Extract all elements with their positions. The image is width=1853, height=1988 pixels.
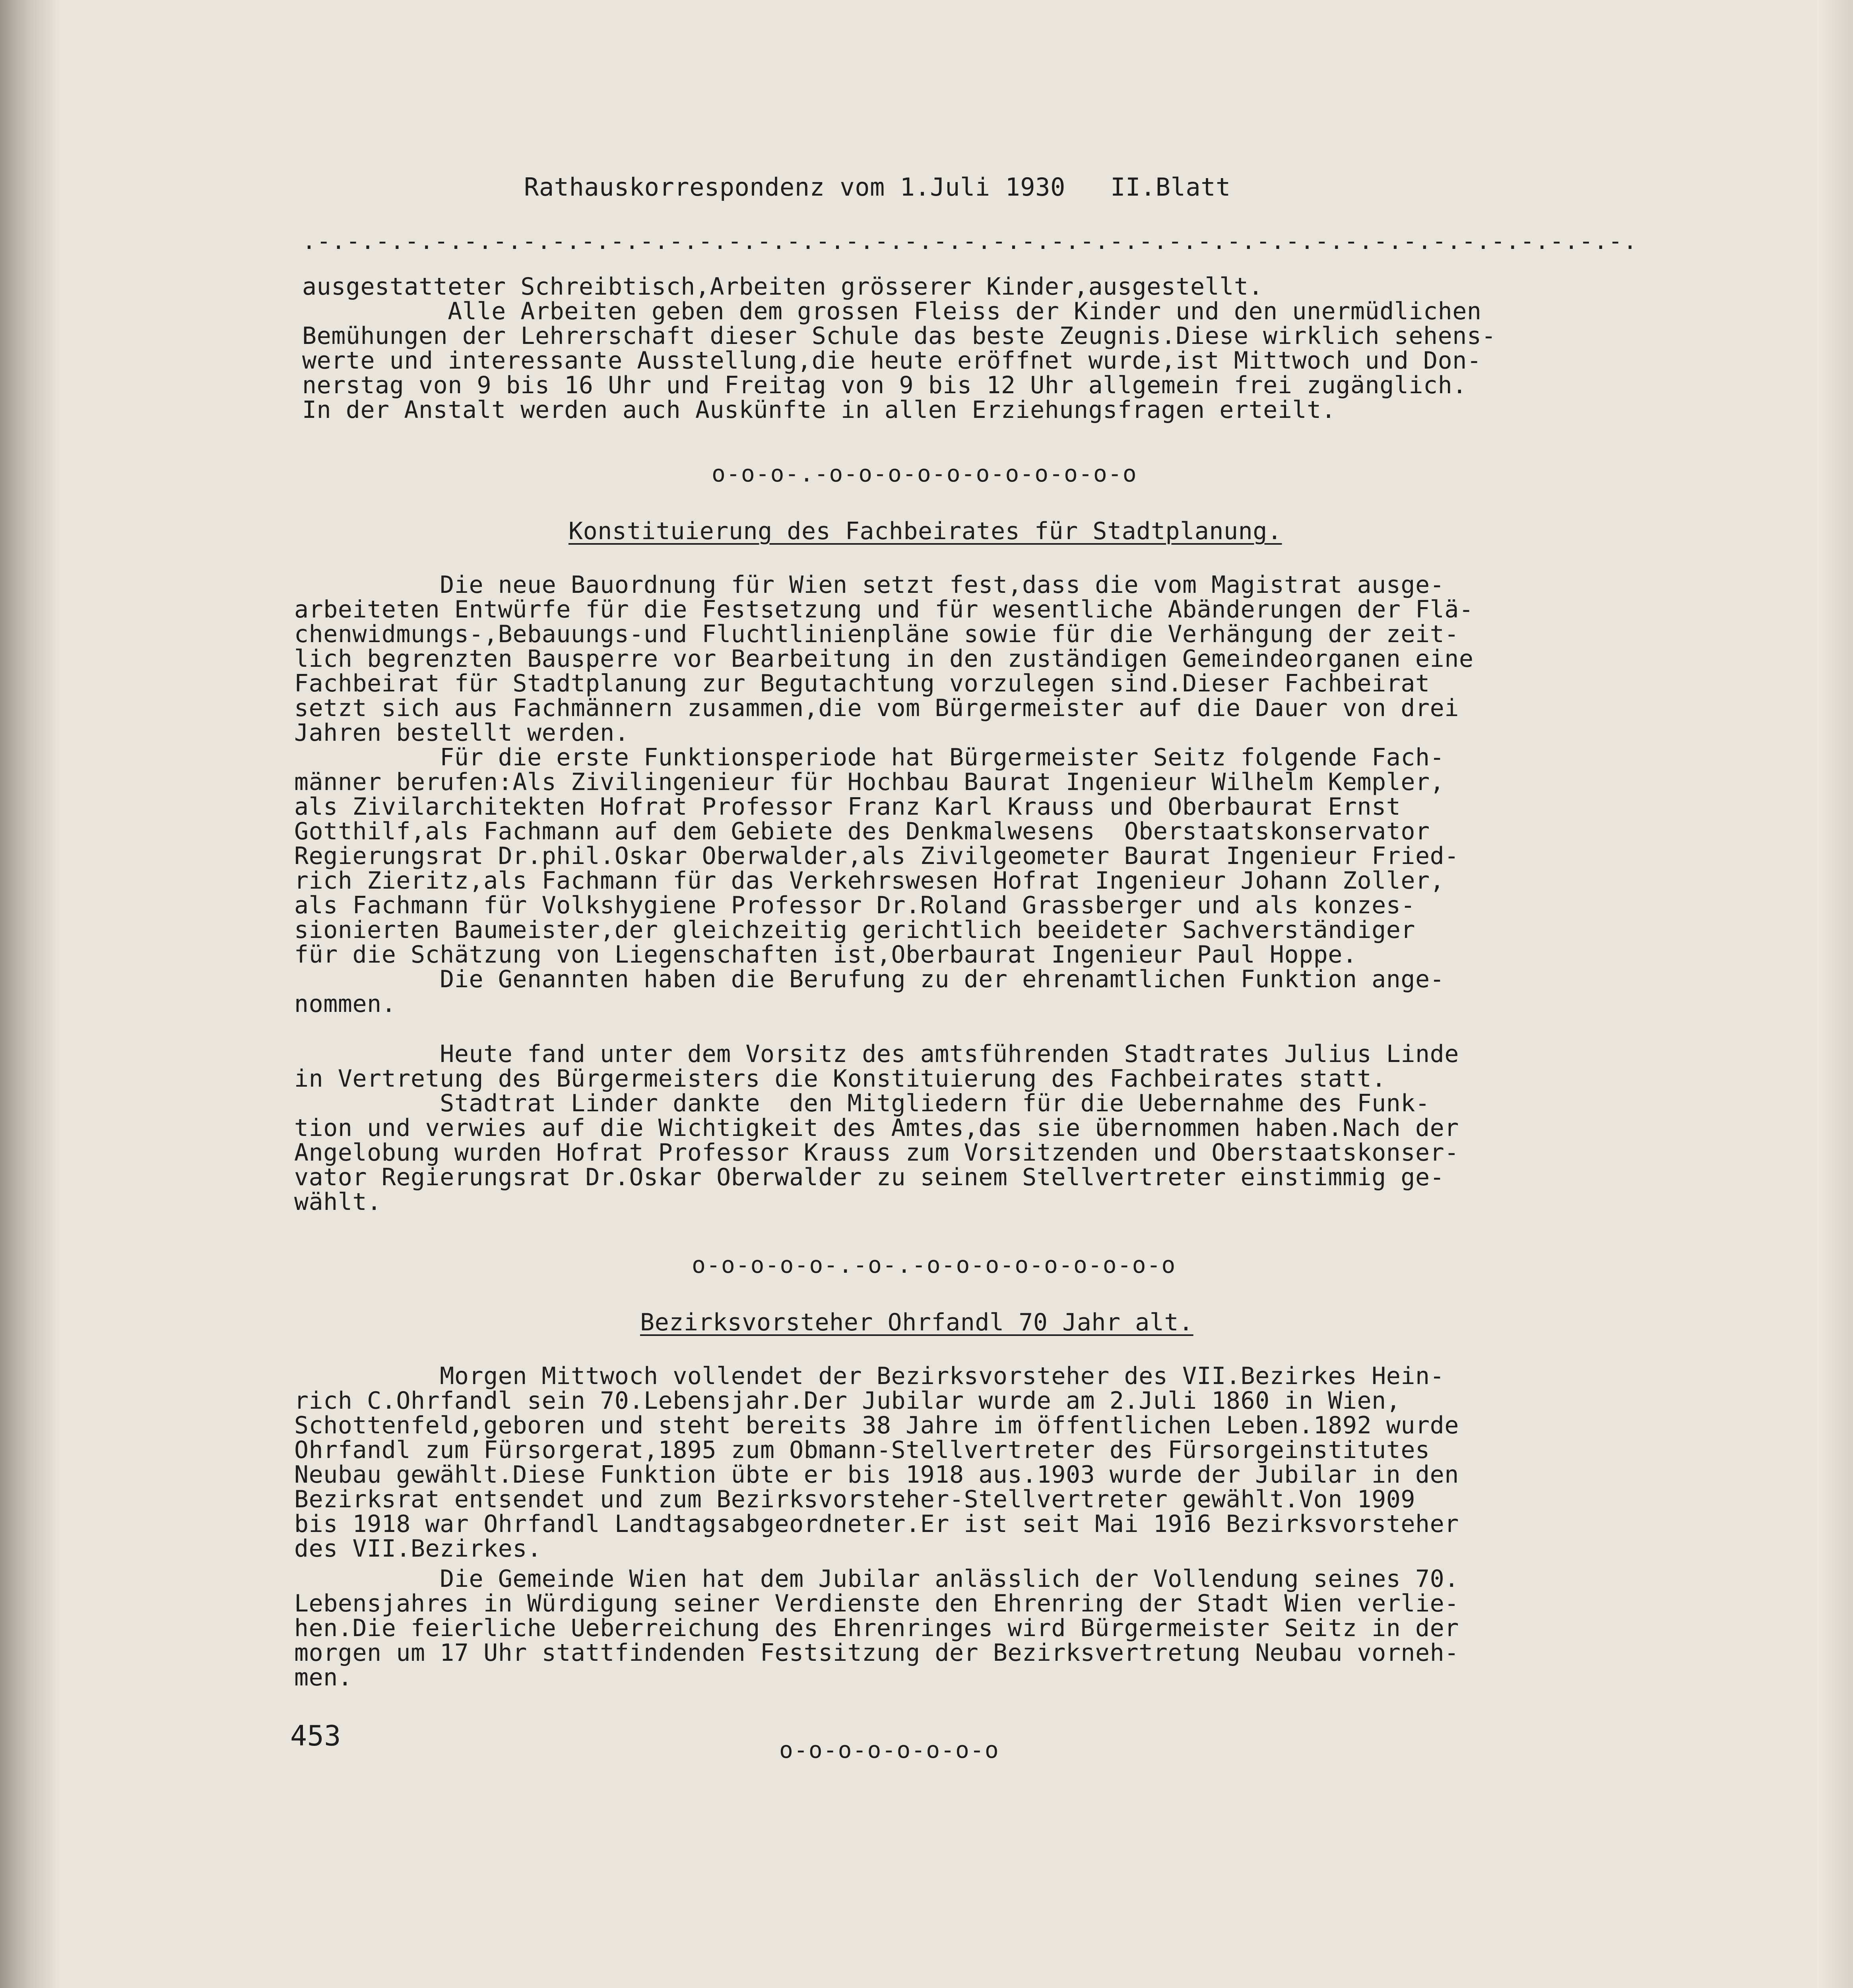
- article-2-line: als Zivilarchitekten Hofrat Professor Franz Karl Krauss und Oberbaurat Ernst: [294, 793, 1401, 821]
- article-3-title: Bezirksvorsteher Ohrfandl 70 Jahr alt.: [640, 1309, 1193, 1336]
- article-3-line: Bezirksrat entsendet und zum Bezirksvorsteher-Stellvertreter gewählt.Von 1909: [294, 1485, 1415, 1513]
- article-2-line: für die Schätzung von Liegenschaften ist,Oberbaurat Ingenieur Paul Hoppe.: [294, 941, 1357, 969]
- article-1-line: Alle Arbeiten geben dem grossen Fleiss der Kinder und den unermüdlichen: [302, 297, 1482, 325]
- page-number: 453: [290, 1720, 341, 1752]
- article-2-line: Regierungsrat Dr.phil.Oskar Oberwalder,als Zivilgeometer Baurat Ingenieur Fried-: [294, 842, 1459, 870]
- article-1-line: ausgestatteter Schreibtisch,Arbeiten grösserer Kinder,ausgestellt.: [302, 273, 1263, 301]
- article-3-line: Die Gemeinde Wien hat dem Jubilar anlässlich der Vollendung seines 70.: [294, 1565, 1459, 1593]
- article-2-line: männer berufen:Als Zivilingenieur für Hochbau Baurat Ingenieur Wilhelm Kempler,: [294, 768, 1445, 796]
- article-1-line: nerstag von 9 bis 16 Uhr und Freitag von 9 bis 12 Uhr allgemein frei zugänglich.: [302, 371, 1467, 399]
- article-2-line: arbeiteten Entwürfe für die Festsetzung und für wesentliche Abänderungen der Flä-: [294, 596, 1474, 623]
- page-header: Rathauskorrespondenz vom 1.Juli 1930 II.Blatt: [524, 173, 1231, 202]
- article-2-line: Gotthilf,als Fachmann auf dem Gebiete des Denkmalwesens Oberstaatskonservator: [294, 817, 1430, 845]
- article-2-title: Konstituierung des Fachbeirates für Stadtplanung.: [569, 517, 1282, 545]
- article-3-line: Ohrfandl zum Fürsorgerat,1895 zum Obmann-Stellvertreter des Fürsorgeinstitutes: [294, 1436, 1430, 1464]
- section-separator: o-o-o-o-o-o-o-o: [779, 1736, 999, 1763]
- section-separator: o-o-o-.-o-o-o-o-o-o-o-o-o-o-o: [712, 460, 1137, 487]
- article-2-line: vator Regierungsrat Dr.Oskar Oberwalder zu seinem Stellvertreter einstimmig ge-: [294, 1163, 1445, 1191]
- article-1-line: In der Anstalt werden auch Auskünfte in allen Erziehungsfragen erteilt.: [302, 396, 1336, 424]
- article-2-line: Fachbeirat für Stadtplanung zur Begutachtung vorzulegen sind.Dieser Fachbeirat: [294, 670, 1430, 697]
- article-2-line: wählt.: [294, 1188, 382, 1216]
- article-2-line: rich Zieritz,als Fachmann für das Verkehrswesen Hofrat Ingenieur Johann Zoller,: [294, 867, 1445, 895]
- article-3-line: Schottenfeld,geboren und steht bereits 38 Jahre im öffentlichen Leben.1892 wurde: [294, 1411, 1459, 1439]
- article-3-line: morgen um 17 Uhr stattfindenden Festsitzung der Bezirksvertretung Neubau vorneh-: [294, 1639, 1459, 1667]
- article-2-line: Heute fand unter dem Vorsitz des amtsführenden Stadtrates Julius Linde: [294, 1040, 1459, 1068]
- article-2-line: sionierten Baumeister,der gleichzeitig gerichtlich beeideter Sachverständiger: [294, 916, 1415, 944]
- article-2-line: Jahren bestellt werden.: [294, 719, 629, 747]
- article-2-line: in Vertretung des Bürgermeisters die Konstituierung des Fachbeirates statt.: [294, 1065, 1386, 1093]
- header-rule: .-.-.-.-.-.-.-.-.-.-.-.-.-.-.-.-.-.-.-.-.-.-.-.-.-.-.-.-.-.-.-.-.-.-.-.-.-.-.-.-.-.-.-.-.-.: [302, 227, 1638, 254]
- article-3-line: men.: [294, 1664, 353, 1691]
- article-2-line: Stadtrat Linder dankte den Mitgliedern für die Uebernahme des Funk-: [294, 1089, 1430, 1117]
- article-2-line: tion und verwies auf die Wichtigkeit des Amtes,das sie übernommen haben.Nach der: [294, 1114, 1459, 1142]
- article-1-line: Bemühungen der Lehrerschaft dieser Schule das beste Zeugnis.Diese wirklich sehens-: [302, 322, 1496, 350]
- article-2-line: Angelobung wurden Hofrat Professor Krauss zum Vorsitzenden und Oberstaatskonser-: [294, 1139, 1459, 1167]
- article-1-line: werte und interessante Ausstellung,die heute eröffnet wurde,ist Mittwoch und Don-: [302, 347, 1482, 375]
- article-2-line: nommen.: [294, 990, 396, 1018]
- article-3-line: rich C.Ohrfandl sein 70.Lebensjahr.Der Jubilar wurde am 2.Juli 1860 in Wien,: [294, 1387, 1401, 1415]
- article-3-line: Neubau gewählt.Diese Funktion übte er bis 1918 aus.1903 wurde der Jubilar in den: [294, 1461, 1459, 1489]
- article-3-line: des VII.Bezirkes.: [294, 1535, 542, 1563]
- article-2-line: chenwidmungs-,Bebauungs-und Fluchtlinienpläne sowie für die Verhängung der zeit-: [294, 620, 1459, 648]
- article-2-line: Die Genannten haben die Berufung zu der ehrenamtlichen Funktion ange-: [294, 965, 1445, 993]
- article-3-line: bis 1918 war Ohrfandl Landtagsabgeordneter.Er ist seit Mai 1916 Bezirksvorsteher: [294, 1510, 1459, 1538]
- article-2-line: lich begrenzten Bausperre vor Bearbeitung in den zuständigen Gemeindeorganen eine: [294, 645, 1474, 673]
- article-2-line: als Fachmann für Volkshygiene Professor Dr.Roland Grassberger und als konzes-: [294, 891, 1415, 919]
- section-separator: o-o-o-o-o-.-o-.-o-o-o-o-o-o-o-o-o: [692, 1251, 1176, 1278]
- article-2-line: Für die erste Funktionsperiode hat Bürgermeister Seitz folgende Fach-: [294, 744, 1445, 771]
- article-3-line: hen.Die feierliche Ueberreichung des Ehrenringes wird Bürgermeister Seitz in der: [294, 1614, 1459, 1642]
- article-3-line: Morgen Mittwoch vollendet der Bezirksvorsteher des VII.Bezirkes Hein-: [294, 1362, 1445, 1390]
- article-2-line: Die neue Bauordnung für Wien setzt fest,dass die vom Magistrat ausge-: [294, 571, 1445, 599]
- article-3-line: Lebensjahres in Würdigung seiner Verdienste den Ehrenring der Stadt Wien verlie-: [294, 1590, 1459, 1617]
- article-2-line: setzt sich aus Fachmännern zusammen,die vom Bürgermeister auf die Dauer von drei: [294, 694, 1459, 722]
